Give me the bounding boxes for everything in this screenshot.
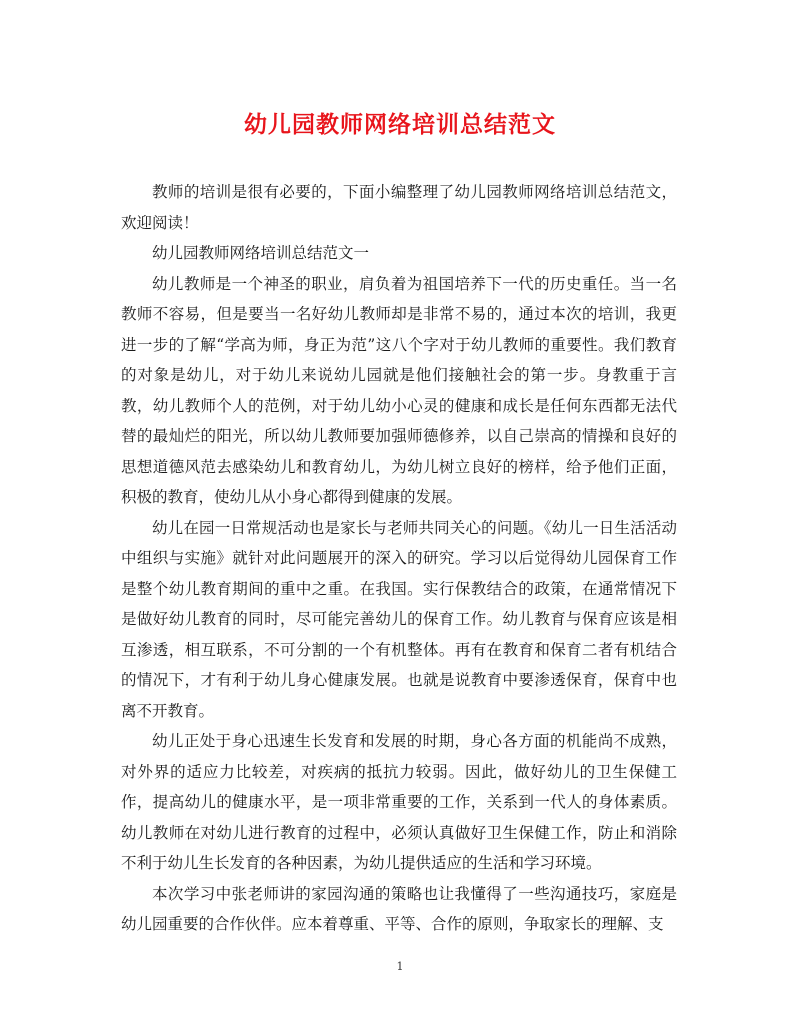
paragraph-home-communication: 本次学习中张老师讲的家园沟通的策略也让我懂得了一些沟通技巧，家庭是幼儿园重要的合作伙伴。应本着尊重、平等、合作的原则，争取家长的理解、支: [121, 884, 677, 933]
paragraph-teacher-role: 幼儿教师是一个神圣的职业，肩负着为祖国培养下一代的历史重任。当一名教师不容易，但是要当一名好幼儿教师却是非常不易的，通过本次的培训，我更进一步的了解“学高为师，身正为范”这八个字对于幼儿教师的重要性。我们教育的对象是幼儿，对于幼儿来说幼儿园就是他们接触社会的第一步。身教重于言教，幼儿教师个人的范例，对于幼儿幼小心灵的健康和成长是任何东西都无法代替的最灿烂的阳光，所以幼儿教师要加强师德修养，以自己崇高的情操和良好的思想道德风范去感染幼儿和教育幼儿，为幼儿树立良好的榜样，给予他们正面，积极的教育，使幼儿从小身心都得到健康的发展。: [121, 274, 677, 506]
paragraph-daily-routine: 幼儿在园一日常规活动也是家长与老师共同关心的问题。《幼儿一日生活活动中组织与实施》就针对此问题展开的深入的研究。学习以后觉得幼儿园保育工作是整个幼儿教育期间的重中之重。在我国。实行保教结合的政策，在通常情况下是做好幼儿教育的同时，尽可能完善幼儿的保育工作。幼儿教育与保育应该是相互渗透，相互联系，不可分割的一个有机整体。再有在教育和保育二者有机结合的情况下，才有利于幼儿身心健康发展。也就是说教育中要渗透保育，保育中也离不开教育。: [121, 518, 677, 720]
paragraph-health-care: 幼儿正处于身心迅速生长发育和发展的时期，身心各方面的机能尚不成熟，对外界的适应力比较差，对疾病的抵抗力较弱。因此，做好幼儿的卫生保健工作，提高幼儿的健康水平，是一项非常重要的工作，关系到一代人的身体素质。幼儿教师在对幼儿进行教育的过程中，必须认真做好卫生保健工作，防止和消除不利于幼儿生长发育的各种因素，为幼儿提供适应的生活和学习环境。: [121, 732, 677, 872]
page-number: 1: [396, 960, 404, 973]
document-body: [121, 177, 677, 940]
paragraph-intro: 教师的培训是很有必要的，下面小编整理了幼儿园教师网络培训总结范文，欢迎阅读！: [121, 183, 677, 232]
paragraph-section-heading: 幼儿园教师网络培训总结范文一: [152, 244, 370, 262]
document-title: 幼儿园教师网络培训总结范文: [244, 111, 556, 138]
